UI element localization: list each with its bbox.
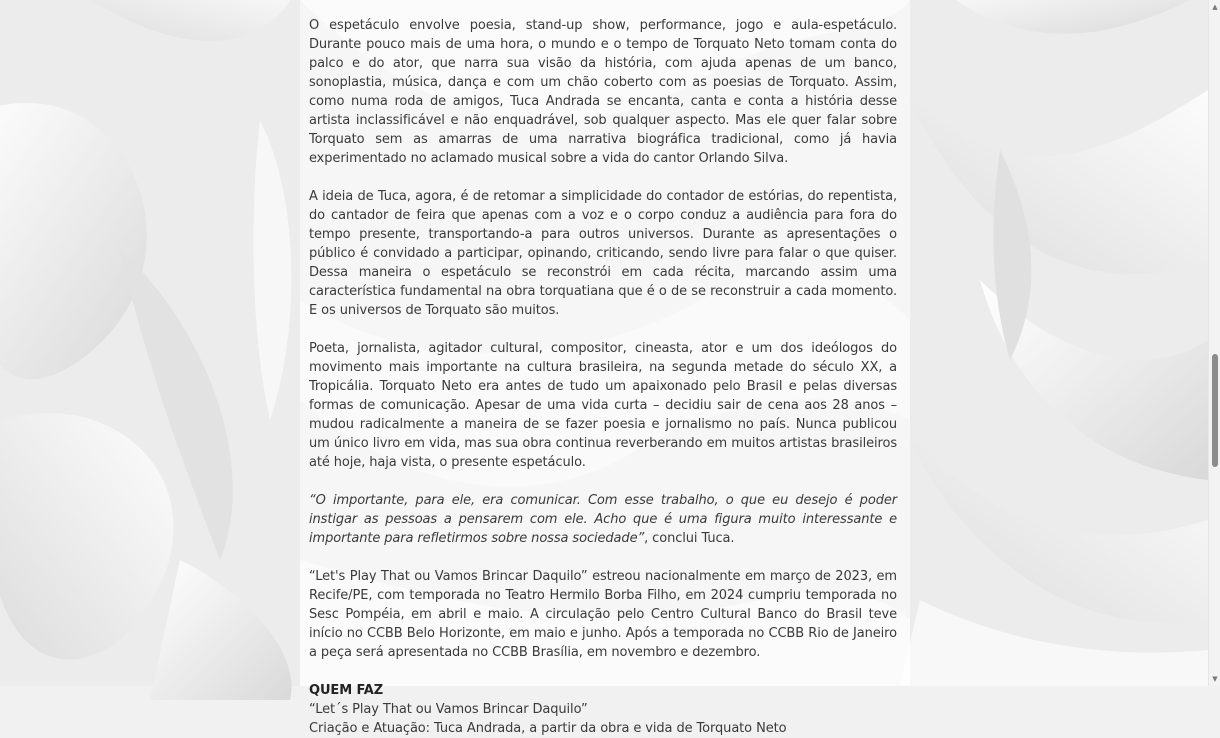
- scrollbar-thumb[interactable]: [1212, 354, 1218, 467]
- article-paragraph-2: A ideia de Tuca, agora, é de retomar a simplicidade do contador de estórias, do repentista, do cantador de feira que apenas com a voz e o corpo conduz a audiência para fora do tempo presente, transportando-a para outros universos. Durante as apresentações o público é convidado a participar, opinando, criticando, sendo livre para falar o que quiser. Dessa maneira o espetáculo se reconstrói em cada récita, marcando assim uma característica fundamental na obra torquatiana que é o de se reconstruir a cada momento. E os universos de Torquato são muitos.: [309, 189, 897, 318]
- quote-attribution: , conclui Tuca.: [644, 531, 735, 546]
- article-paragraph-3: Poeta, jornalista, agitador cultural, compositor, cineasta, ator e um dos ideólogos do movimento mais importante na cultura brasileira, na segunda metade do século XX, a Tropicália. Torquato Neto era antes de tudo um apaixonado pelo Brasil e pelas diversas formas de comunicação. Apesar de uma vida curta – decidiu sair de cena aos 28 anos – mudou radicalmente a maneira de se fazer poesia e jornalismo no país. Nunca publicou um único livro em vida, mas sua obra continua reverberando em muitos artistas brasileiros até hoje, haja vista, o presente espetáculo.: [309, 341, 897, 470]
- scroll-up-arrow-icon[interactable]: ▲: [1212, 3, 1218, 11]
- credits-heading: [309, 681, 897, 700]
- article-body: [309, 16, 897, 738]
- article-quote-paragraph: [309, 491, 897, 548]
- credits-title: “Let´s Play That ou Vamos Brincar Daquilo”: [309, 702, 588, 717]
- quote-text: “O importante, para ele, era comunicar. Com esse trabalho, o que eu desejo é poder instigar as pessoas a pensarem com ele. Acho que é uma figura muito interessante e importante para refletirmos sobre nossa sociedade”: [309, 493, 897, 546]
- credits-heading-text: QUEM FAZ: [309, 683, 384, 698]
- article-paragraph-1: O espetáculo envolve poesia, stand-up show, performance, jogo e aula-espetáculo. Durante pouco mais de uma hora, o mundo e o tempo de Torquato Neto tomam conta do palco e do ator, que narra sua visão da história, com ajuda apenas de um banco, sonoplastia, música, dança e com um chão coberto com as poesias de Torquato. Assim, como numa roda de amigos, Tuca Andrada se encanta, canta e conta a história desse artista inclassificável e não enquadrável, sob qualquer aspecto. Mas ele quer falar sobre Torquato sem as amarras de uma narrativa biográfica tradicional, como já havia experimentado no aclamado musical sobre a vida do cantor Orlando Silva.: [309, 18, 897, 166]
- vertical-scrollbar[interactable]: [1208, 0, 1220, 686]
- credits-creation-line: Criação e Atuação: Tuca Andrada, a partir da obra e vida de Torquato Neto: [309, 721, 787, 736]
- scroll-down-arrow-icon[interactable]: ▼: [1212, 675, 1218, 683]
- article-paragraph-5: “Let's Play That ou Vamos Brincar Daquilo” estreou nacionalmente em março de 2023, em Recife/PE, com temporada no Teatro Hermilo Borba Filho, em 2024 cumpriu temporada no Sesc Pompéia, em abril e maio. A circulação pelo Centro Cultural Banco do Brasil teve início no CCBB Belo Horizonte, em maio e junho. Após a temporada no CCBB Rio de Janeiro a peça será apresentada no CCBB Brasília, em novembro e dezembro.: [309, 569, 897, 660]
